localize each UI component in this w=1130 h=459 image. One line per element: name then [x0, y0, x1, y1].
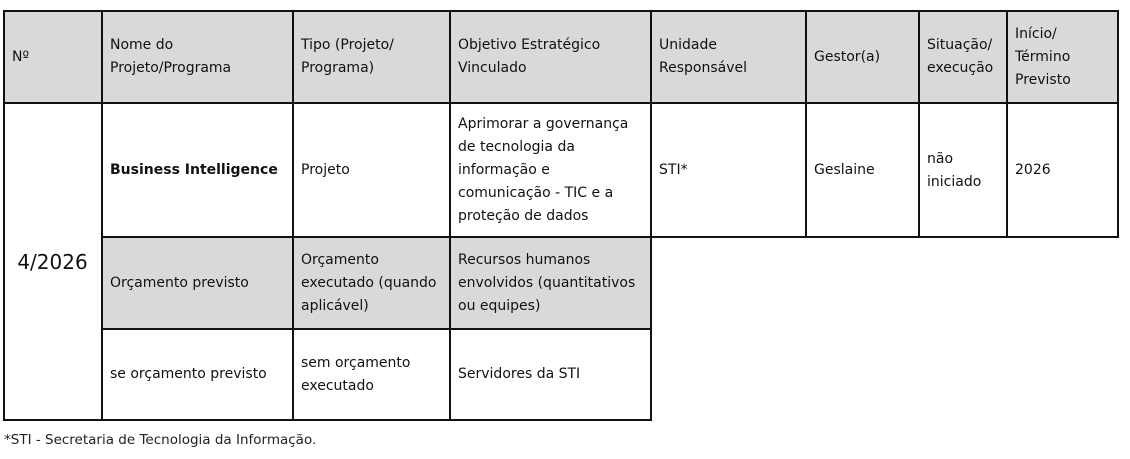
border-col-7 [1006, 10, 1008, 238]
border-left [3, 10, 5, 421]
project-name: Business Intelligence [110, 162, 278, 178]
border-col-6 [918, 10, 920, 238]
header-inicio: Início/ Término Previsto [1015, 25, 1071, 88]
border-right [1117, 10, 1119, 238]
border-top [3, 10, 1119, 12]
header-unidade: Unidade Responsável [659, 37, 747, 76]
border-row-bottom [101, 236, 1119, 238]
project-status: não iniciado [927, 150, 982, 190]
border-col-3 [449, 10, 451, 421]
project-manager: Geslaine [814, 162, 875, 178]
budget-planned-value: se orçamento previsto [110, 366, 267, 382]
budget-executed-value: sem orçamento executado [301, 354, 411, 394]
header-nome: Nome do Projeto/Programa [110, 37, 232, 76]
human-resources-header: Recursos humanos envolvidos (quantitativos ou equipes) [458, 251, 636, 314]
border-col-5 [805, 10, 807, 238]
project-number: 4/2026 [17, 249, 88, 274]
header-tipo: Tipo (Projeto/ Programa) [301, 37, 394, 76]
border-col-2 [292, 10, 294, 421]
human-resources-value: Servidores da STI [458, 366, 581, 382]
budget-executed-header: Orçamento executado (quando aplicável) [301, 251, 437, 314]
header-objetivo: Objetivo Estratégico Vinculado [458, 37, 601, 76]
border-col-1 [101, 10, 103, 421]
project-objective: Aprimorar a governança de tecnologia da informação e comunicação - TIC e a proteção de dados [458, 116, 629, 224]
border-col-4 [650, 10, 652, 421]
footnote: *STI - Secretaria de Tecnologia da Informação. [4, 432, 317, 448]
project-unit: STI* [659, 162, 688, 178]
project-start-end: 2026 [1015, 162, 1051, 178]
budget-planned-header: Orçamento previsto [110, 274, 249, 291]
project-type: Projeto [301, 162, 350, 178]
header-situacao: Situação/ execução [927, 37, 994, 76]
border-subheader-bottom [101, 328, 651, 330]
header-gestor: Gestor(a) [814, 48, 881, 65]
header-numero: Nº [12, 48, 30, 65]
border-header-bottom [3, 102, 1119, 104]
